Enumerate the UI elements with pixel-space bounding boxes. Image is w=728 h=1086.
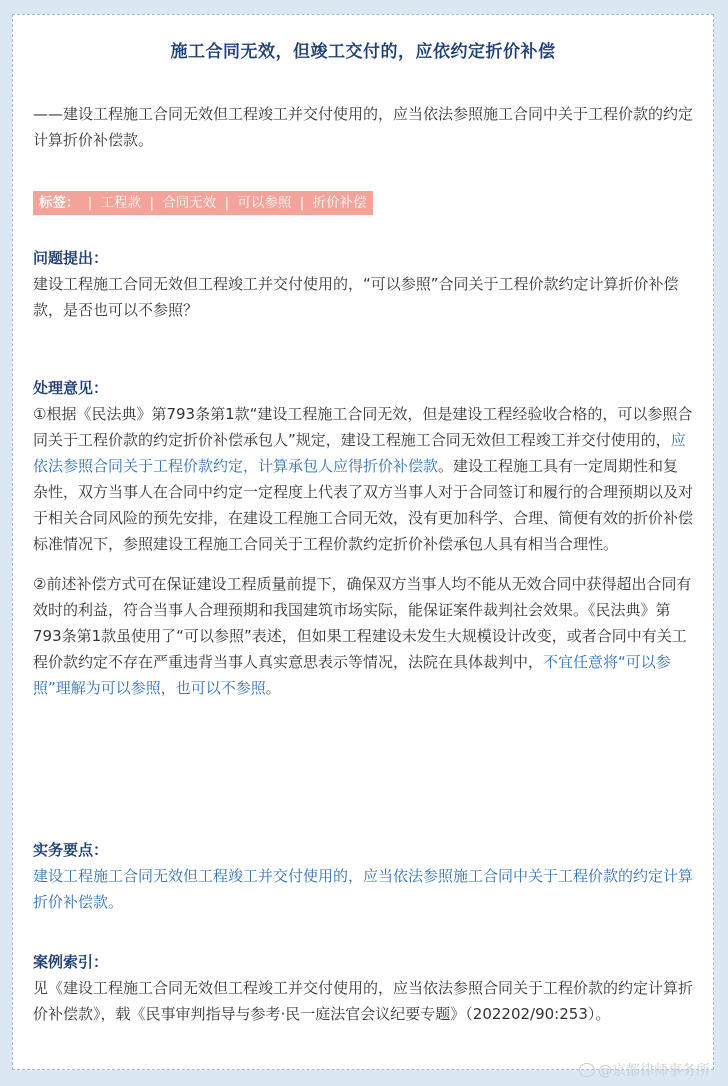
tag-item[interactable]: 折价补偿 [312,195,367,211]
tag-label: 标签： [39,195,80,211]
problem-text: 建设工程施工合同无效但工程竣工并交付使用的，“可以参照”合同关于工程价款约定计算折价补偿款，是否也可以不参照？ [33,275,679,319]
opinion-p2-text: ②前述补偿方式可在保证建设工程质量前提下，确保双方当事人均不能从无效合同中获得超出合同有效时的利益，符合当事人合理预期和我国建筑市场实际，能保证案件裁判社会效果。《民法典》第793条第1款虽使用了“可以参照”表述，但如果工程建设未发生大规模设计改变，或者合同中有关工程价款约定不存在严重违背当事人真实意思表示等情况，法院在具体裁判中， [33,575,692,671]
section-problem [33,245,693,323]
case-heading: 案例索引： [33,953,109,971]
opinion-p1-text: 。建设工程施工具有一定周期性和复杂性，双方当事人在合同中约定一定程度上代表了双方当事人对于合同签订和履行的合理预期以及对于相关合同风险的预先安排，在建设工程施工合同无效，没有更加科学、合理、简便有效的折价补偿标准情况下，参照建设工程施工合同关于工程价款约定折价补偿承包人具有相当合理性。 [33,457,694,553]
section-opinion [33,375,693,701]
article-card [12,14,714,1070]
paragraph-gap [33,557,693,571]
tag-item[interactable]: 合同无效 [162,195,217,211]
tag-separator: | [224,195,230,211]
opinion-p2-text: 。 [265,679,281,697]
opinion-paragraph-1 [33,401,693,557]
practice-text: 建设工程施工合同无效但工程竣工并交付使用的，应当依法参照施工合同中关于工程价款的约定计算折价补偿款。 [33,867,694,911]
watermark-text: @京都律师事务所 [598,1063,710,1079]
practice-heading: 实务要点： [33,841,109,859]
tag-separator: | [87,195,93,211]
opinion-heading: 处理意见： [33,379,109,397]
tag-separator: | [299,195,305,211]
opinion-p2-highlight: 不宜任意将“可以参照”理解为可以参照，也可以不参照 [33,653,671,697]
tag-item[interactable]: 工程款 [100,195,142,211]
tag-separator: | [149,195,155,211]
tag-item[interactable]: 可以参照 [237,195,292,211]
section-case [33,949,693,1027]
problem-heading: 问题提出： [33,249,109,267]
case-text: 见《建设工程施工合同无效但工程竣工并交付使用的，应当依法参照合同关于工程价款的约定计算折价补偿款》，载《民事审判指导与参考·民一庭法官会议纪要专题》（202202/90:253）。 [33,979,694,1023]
opinion-p1-text: ①根据《民法典》第793条第1款“建设工程施工合同无效，但是建设工程经验收合格的，可以参照合同关于工程价款的约定折价补偿承包人”规定，建设工程施工合同无效但工程竣工并交付使用的， [33,405,693,449]
watermark [579,1060,710,1080]
section-practice [33,837,693,915]
tag-bar [33,191,373,215]
intro-text: ——建设工程施工合同无效但工程竣工并交付使用的，应当依法参照施工合同中关于工程价款的约定计算折价补偿款。 [33,105,694,149]
opinion-p1-highlight: 应依法参照合同关于工程价款约定，计算承包人应得折价补偿款 [33,431,686,475]
opinion-paragraph-2 [33,571,693,701]
article-title: 施工合同无效，但竣工交付的，应依约定折价补偿 [170,42,556,62]
weibo-icon [579,1063,595,1077]
